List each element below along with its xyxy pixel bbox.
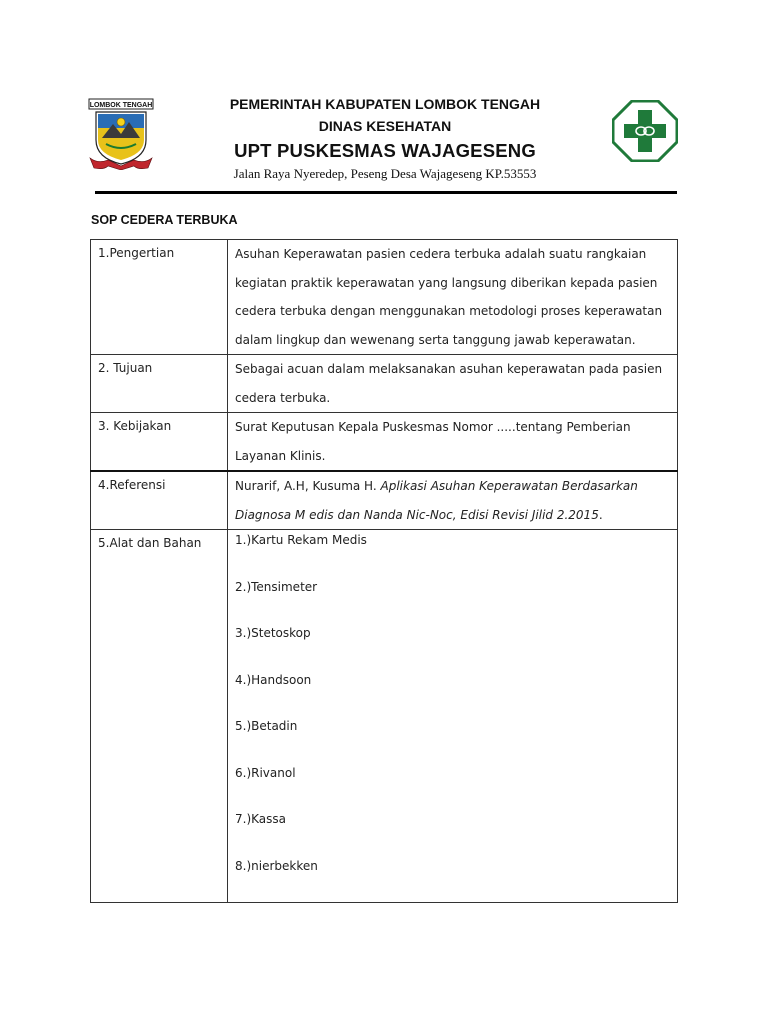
row-value-tujuan: Sebagai acuan dalam melaksanakan asuhan keperawatan pada pasien cedera terbuka.: [228, 355, 678, 413]
reference-title: Aplikasi Asuhan Keperawatan Berdasarkan Diagnosa M edis dan Nanda Nic-Noc, Edisi Revisi Jilid 2.2015: [235, 479, 638, 522]
header-government-line: PEMERINTAH KABUPATEN LOMBOK TENGAH: [229, 96, 541, 112]
puskesmas-cross-icon: [612, 100, 678, 162]
list-item: 3.)Stetoskop: [235, 626, 311, 640]
row-label-kebijakan: 3. Kebijakan: [91, 413, 228, 472]
list-item: 5.)Betadin: [235, 719, 298, 733]
row-label-pengertian: 1.Pengertian: [91, 240, 228, 355]
row-label-tujuan: 2. Tujuan: [91, 355, 228, 413]
emblem-banner-text: LOMBOK TENGAH: [89, 102, 153, 109]
list-item: 2.)Tensimeter: [235, 579, 318, 594]
table-row: [91, 413, 678, 472]
table-row: [91, 471, 678, 530]
table-row: [91, 355, 678, 413]
header-divider: [95, 191, 677, 194]
list-item: 4.)Handsoon: [235, 672, 312, 687]
sop-table: [90, 239, 678, 903]
row-value-pengertian: Asuhan Keperawatan pasien cedera terbuka adalah suatu rangkaian kegiatan praktik keperawatan yang langsung diberikan kepada pasien cedera terbuka dengan menggunakan metodologi proses keperawatan dalam lingkup dan wewenang serta tanggung jawab keperawatan.: [228, 240, 678, 355]
list-item: 6.)Rivanol: [235, 765, 296, 780]
table-row: [91, 240, 678, 355]
row-label-alat-bahan: 5.Alat dan Bahan: [91, 530, 228, 903]
row-label-referensi: 4.Referensi: [91, 471, 228, 530]
table-row: [91, 530, 678, 903]
row-value-referensi: [228, 471, 678, 530]
regency-emblem-icon: [88, 98, 154, 170]
list-item: 8.)nierbekken: [235, 858, 318, 873]
document-title: SOP CEDERA TERBUKA: [91, 213, 238, 227]
reference-end: .: [598, 507, 603, 522]
header-department-line: DINAS KESEHATAN: [318, 118, 452, 134]
header-address: Jalan Raya Nyeredep, Peseng Desa Wajageseng KP.53553: [233, 166, 537, 181]
reference-author: Nurarif, A.H, Kusuma H.: [235, 479, 381, 493]
equipment-list: [235, 530, 669, 902]
row-value-kebijakan: Surat Keputusan Kepala Puskesmas Nomor .....tentang Pemberian Layanan Klinis.: [228, 413, 678, 472]
header-puskesmas-name: UPT PUSKESMAS WAJAGESENG: [234, 140, 536, 161]
list-item: 7.)Kassa: [235, 812, 286, 826]
row-value-alat-bahan: [228, 530, 678, 903]
list-item: 1.)Kartu Rekam Medis: [235, 533, 367, 547]
